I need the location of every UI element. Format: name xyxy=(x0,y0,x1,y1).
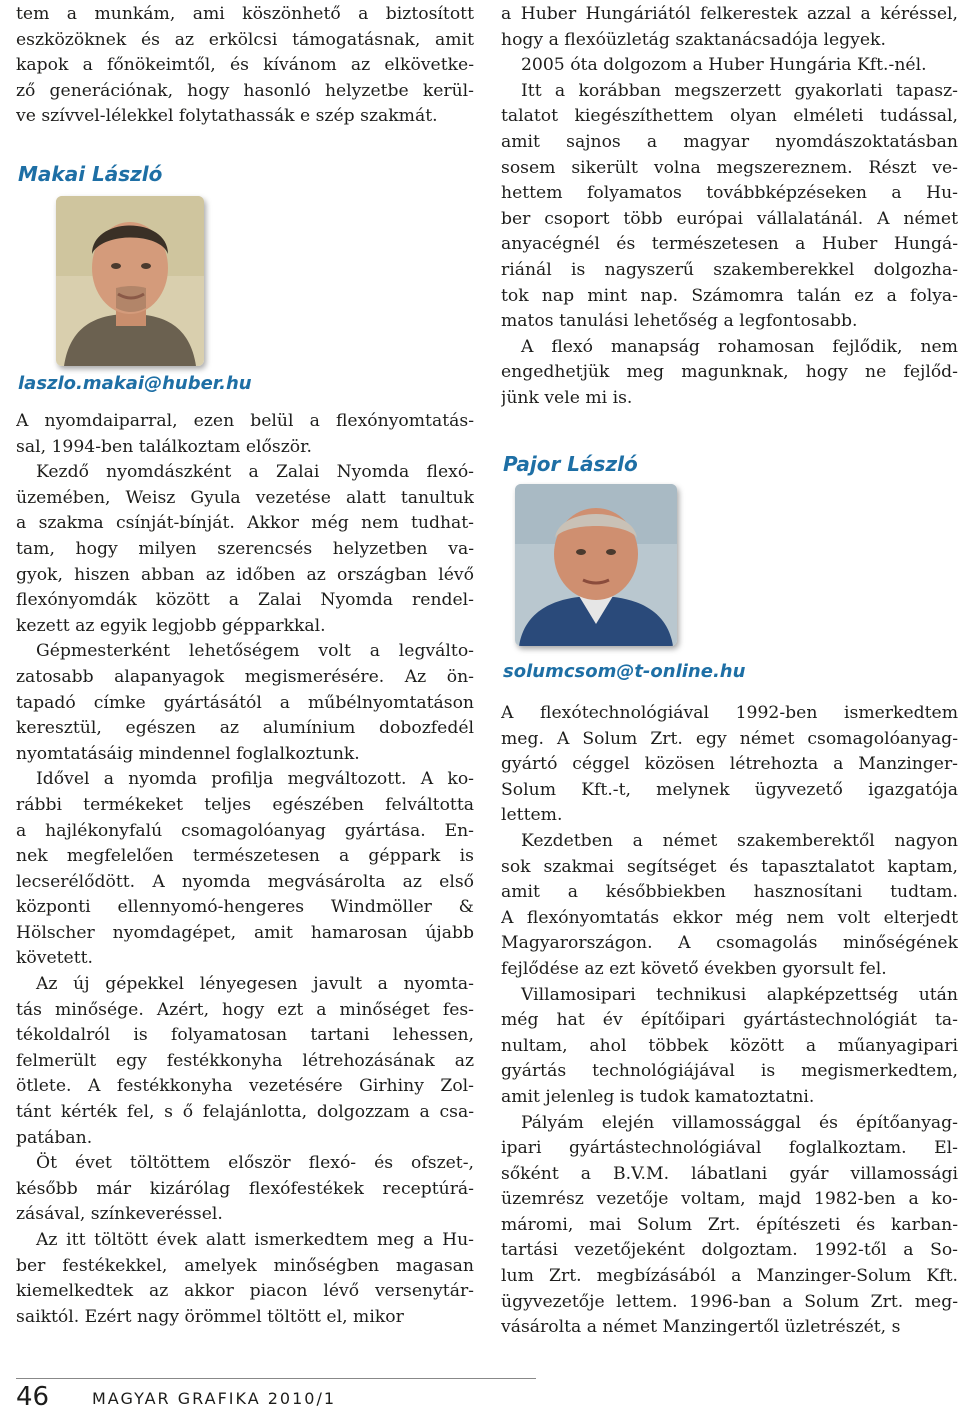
continued-paragraph xyxy=(501,2,958,412)
text-line: meg. A Solum Zrt. egy német csomagolóanyag- xyxy=(501,728,958,749)
text-line: ve szívvel-lélekkel folytathassák e szép szakmát. xyxy=(16,106,438,127)
text-line: 2005 óta dolgozom a Huber Hungária Kft.-nél. xyxy=(521,55,927,76)
text-line: Gépmesterként lehetőségem volt a legváltо- xyxy=(36,641,474,662)
text-line: központi ellennyomó-hengeres Windmöller & xyxy=(16,897,474,918)
page-number: 46 xyxy=(16,1382,50,1412)
text-line: Magyarországon. A csomagolás minőségének xyxy=(501,933,958,954)
text-line: Az itt töltött évek alatt ismerkedtem meg a Hu- xyxy=(36,1230,474,1250)
text-line: a hajlékonyfalú csomagolóanyag gyártása. En- xyxy=(16,820,474,841)
text-line: sosem sikerült volna megszereznem. Részt ve- xyxy=(501,157,958,178)
text-line: A flexó manapság rohamosan fejlődik, nem xyxy=(521,336,958,357)
author-name: Pajor László xyxy=(503,452,638,476)
text-line: ügyvezetője lettem. 1996-ban a Solum Zrt. meg- xyxy=(501,1291,958,1312)
text-line: ző generációnak, hogy hasonló helyzetbe kerül- xyxy=(16,80,474,101)
text-line: Solum Kft.-t, melynek ügyvezető igazgatója xyxy=(501,779,958,800)
author-email[interactable]: laszlo.makai@huber.hu xyxy=(18,373,252,394)
text-line: eszközöknek és az erkölcsi támogatásnak, amit xyxy=(16,29,474,50)
text-line: hettem folyamatos továbbképzéseken a Hu- xyxy=(501,183,958,204)
text-line: sőként a B.V.M. lábatlani gyár villamossági xyxy=(501,1163,958,1184)
text-line: a szakma csínját-bínját. Akkor még nem tudhat- xyxy=(16,513,474,534)
text-line: lecserélődött. A nyomda megvásárolta az első xyxy=(16,871,474,892)
text-line: amit sajnos a magyar nyomdászoktatásban xyxy=(501,131,958,152)
text-line: A flexónyomtatás ekkor még nem volt elterjedt xyxy=(501,907,958,928)
text-line: saiktól. Ezért nagy örömmel töltött el, mikor xyxy=(16,1306,404,1327)
text-line: kezett az egyik legjobb gépparkkal. xyxy=(16,615,326,636)
text-line: tapadó címke gyártásától a műbélnyomtatáson xyxy=(16,692,474,713)
text-line: engedhetjük meg magunknak, hogy ne fejlőd- xyxy=(501,362,958,383)
text-line: üzemrész vezetője voltam, majd 1982-ben a ko- xyxy=(501,1189,958,1210)
text-line: nyomtatásáig mindennel foglalkoztunk. xyxy=(16,743,360,764)
author-photo xyxy=(56,196,204,366)
text-line: ber festékekkel, amelyek minőségben magasan xyxy=(16,1255,474,1276)
text-line: amit jelenleg is tudok kamatoztatni. xyxy=(501,1086,815,1107)
text-line: tem a munkám, ami köszönhető a biztosított xyxy=(16,4,474,24)
page-footer xyxy=(16,1382,536,1415)
text-line: Pályám elején villamossággal és építőanyag- xyxy=(521,1112,958,1133)
text-line: Kezdő nyomdászként a Zalai Nyomda flexó- xyxy=(36,462,474,483)
text-line: üzemében, Weisz Gyula vezetése alatt tanultuk xyxy=(16,487,474,508)
magazine-title: MAGYAR GRAFIKA 2010/1 xyxy=(92,1389,337,1408)
text-line: tékoldalról is folyamatosan tartani lehessen, xyxy=(16,1025,474,1046)
text-line: tartási vezetőjeként dolgoztam. 1992-től a So- xyxy=(501,1240,958,1261)
text-line: matos tanulási lehetőség a legfontosabb. xyxy=(501,311,858,332)
footer-rule xyxy=(16,1378,536,1379)
text-line: amit a későbbiekben hasznosítani tudtam. xyxy=(501,882,958,903)
text-line: gyártás technológiájával is megismerkedtem, xyxy=(501,1061,958,1082)
text-line: még hat év építőipari gyártástechnológiát ta- xyxy=(501,1010,958,1031)
text-line: kiemelkedtek az akkor piacon lévő versenytár- xyxy=(16,1281,474,1302)
author-name: Makai László xyxy=(18,162,163,186)
text-line: flexónyomdák között a Zalai Nyomda rendel- xyxy=(16,590,474,611)
text-line: máromi, mai Solum Zrt. építészeti és karban- xyxy=(501,1214,958,1235)
text-line: vásárolta a német Manzingertől üzletrészét, s xyxy=(501,1317,901,1338)
text-line: jünk vele mi is. xyxy=(501,387,633,408)
text-line: kapok a főnökeimtől, és kívánom az elkövetke- xyxy=(16,55,474,76)
text-line: talatot kiegészíthettem olyan elméleti tudással, xyxy=(501,106,958,127)
text-line: rábbi termékeket teljes egészében felváltotta xyxy=(16,794,474,815)
text-line: nultam, ahol többek között a műanyagipari xyxy=(501,1035,958,1056)
text-line: A flexótechnológiával 1992-ben ismerkedtem xyxy=(501,703,958,723)
text-line: tam, hogy milyen szerencsés helyzetben va- xyxy=(16,538,474,559)
text-line: sok szakmai segítséget és tapasztalatot kaptam, xyxy=(501,856,958,877)
text-line: Itt a korábban megszerzett gyakorlati tapasz- xyxy=(521,80,958,101)
text-line: Öt évet töltöttem először flexó- és ofszet-, xyxy=(36,1153,474,1174)
text-line: riánál is nagyszerű szakemberekkel dolgozha- xyxy=(501,259,958,280)
text-line: lettem. xyxy=(501,805,563,826)
text-line: nek megfelelően természetesen a géppark is xyxy=(16,846,474,867)
text-line: Idővel a nyomda profilja megváltozott. A ko- xyxy=(36,769,474,790)
text-line: A nyomdaiparral, ezen belül a flexónyomtatás- xyxy=(16,411,474,431)
text-line: tok nap mint nap. Számomra talán ez a folya- xyxy=(501,285,958,306)
text-line: Kezdetben a német szakemberektől nagyon xyxy=(521,830,958,851)
text-line: Az új gépekkel lényegesen javult a nyomta- xyxy=(36,974,474,995)
text-line: zatosabb alapanyagok megismerésére. Az ön- xyxy=(16,666,474,687)
author-photo xyxy=(515,484,677,646)
article-body xyxy=(16,409,474,1330)
text-line: a Huber Hungáriától felkerestek azzal a kéréssel, xyxy=(501,4,958,24)
author-email[interactable]: solumcsom@t-online.hu xyxy=(503,661,746,682)
text-line: gyártó céggel közösen létrehozta a Manzinger- xyxy=(501,754,958,775)
intro-paragraph xyxy=(16,2,474,130)
text-line: zásával, színkeveréssel. xyxy=(16,1204,223,1225)
text-line: gyok, hiszen abban az időben az országban lévő xyxy=(16,564,474,585)
article-body xyxy=(501,701,958,1341)
text-line: fejlődése az ezt követő években gyorsult fel. xyxy=(501,958,887,979)
text-line: ipari gyártástechnológiával foglalkoztam. El- xyxy=(501,1138,958,1159)
text-line: anyacégnél és természetesen a Huber Hungá- xyxy=(501,234,958,255)
text-line: tás minősége. Azért, hogy ezt a minőséget fes- xyxy=(16,999,474,1020)
text-line: tánt kérték fel, s ő felajánlotta, dolgozzam a csa- xyxy=(16,1102,474,1123)
text-line: Hölscher nyomdagépet, amit hamarosan újabb xyxy=(16,922,474,943)
text-line: követett. xyxy=(16,948,93,969)
text-line: Villamosipari technikusi alapképzettség után xyxy=(521,984,958,1005)
text-line: felmerült egy festékkonyha létrehozásának az xyxy=(16,1050,474,1071)
text-line: ber csoport több európai vállalatánál. A német xyxy=(501,208,958,229)
text-line: hogy a flexóüzletág szaktanácsadója legyek. xyxy=(501,29,886,50)
text-line: ötlete. A festékkonyha vezetésére Girhiny Zol- xyxy=(16,1076,474,1097)
text-line: később már kizárólag flexófestékek receptúrá- xyxy=(16,1178,474,1199)
text-line: lum Zrt. megbízásából a Manzinger-Solum Kft. xyxy=(501,1266,958,1287)
text-line: keresztül, egészen az alumínium dobozfedél xyxy=(16,718,474,739)
text-line: patában. xyxy=(16,1127,93,1148)
text-line: sal, 1994-ben találkoztam először. xyxy=(16,436,312,457)
